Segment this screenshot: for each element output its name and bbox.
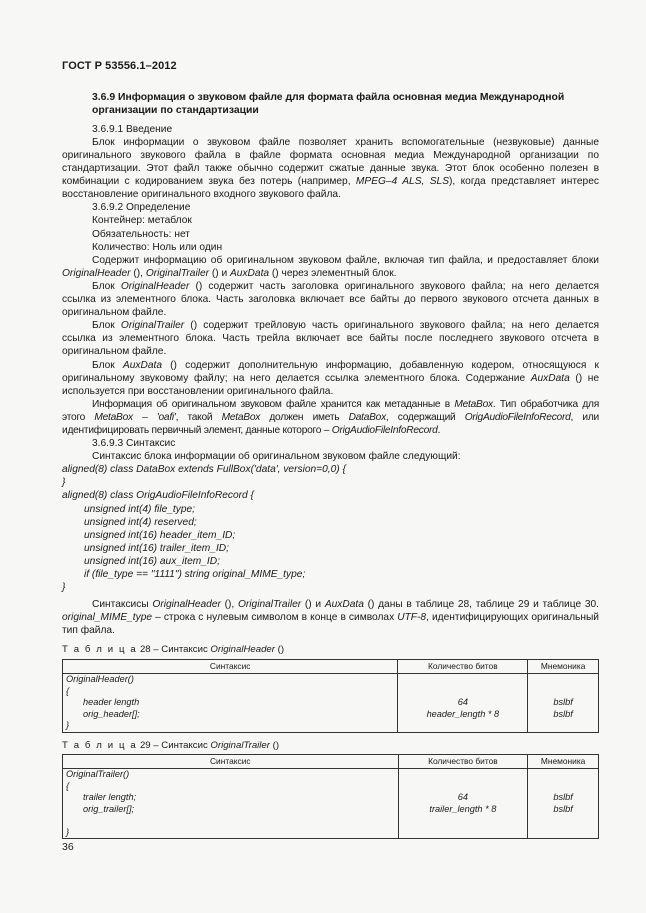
- table-row: {: [63, 781, 599, 793]
- table-header-row: [63, 754, 599, 769]
- code-block: [62, 463, 599, 594]
- paragraph-original-header: Блок OriginalHeader () содержит часть заголовка оригинального звукового файла; на него делается ссылка из элементного блока. Часть заголовка включает все байты до первого звукового отсчета данных в оригинальном файле.: [62, 280, 599, 319]
- code-line: unsigned int(16) aux_item_ID;: [84, 555, 220, 567]
- table-row: [63, 815, 599, 827]
- code-line: if (file_type == "1111") string original_MIME_type;: [84, 569, 306, 580]
- table-row: }: [63, 827, 599, 839]
- table-row: orig_trailer[]; trailer_length * 8 bslbf: [63, 804, 599, 816]
- paragraph-original-trailer: Блок OriginalTrailer () содержит трейловую часть оригинального звукового файла; на него делается ссылка из элементного блока. Часть трейла включает все байты после последнего звукового отсчета в оригинальном файле.: [62, 320, 599, 358]
- code-line: unsigned int(16) trailer_item_ID;: [84, 542, 229, 554]
- paragraph-contains: Содержит информацию об оригинальном звуковом файле, включая тип файла, и предоставляет блоки OriginalHeader (), OriginalTrailer () и AuxData () через элементный блок.: [62, 254, 599, 279]
- section-title-line1: 3.6.9 Информация о звуковом файле для формата файла основная медиа Международной: [92, 92, 565, 103]
- table-header-row: [63, 659, 599, 674]
- paragraph-syntax-intro: Синтаксис блока информации об оригинальном звуковом файле следующий:: [92, 451, 461, 463]
- paragraph-syntaxes: Синтаксисы OriginalHeader (), OriginalTrailer () и AuxData () даны в таблице 28, таблице 29 и таблице 30. original_MIME_type – строка с нулевым символом в конце в символах UTF-8, идентифицирующих оригинальный тип файла.: [62, 599, 599, 637]
- section-title: [62, 91, 599, 118]
- section-title-line2: организации по стандартизации: [92, 105, 259, 117]
- code-line: }: [62, 582, 66, 594]
- table-row: OriginalHeader(): [63, 674, 599, 686]
- col-syntax: Синтаксис: [63, 659, 398, 674]
- subsection-intro: 3.6.9.1 Введение: [92, 123, 173, 135]
- table29: [62, 754, 599, 840]
- table-row: {: [63, 686, 599, 698]
- page-number: 36: [62, 841, 74, 853]
- code-line: unsigned int(4) reserved;: [84, 516, 197, 528]
- definition-mandatory: Обязательность: нет: [92, 228, 190, 240]
- table28: [62, 659, 599, 733]
- code-line: aligned(8) class DataBox extends FullBox('data', version=0,0) {: [62, 464, 346, 476]
- subsection-syntax: 3.6.9.3 Синтаксис: [92, 438, 176, 450]
- code-line: unsigned int(16) header_item_ID;: [84, 529, 236, 541]
- col-syntax: Синтаксис: [63, 754, 399, 769]
- code-line: }: [62, 477, 66, 489]
- table29-caption: Т а б л и ц а 29 – Синтаксис OriginalTrailer (): [62, 739, 280, 751]
- table-row: header length 64 bslbf: [63, 697, 599, 709]
- definition-container: Контейнер: метаблок: [92, 215, 192, 227]
- document-header: ГОСТ Р 53556.1–2012: [62, 60, 177, 72]
- table-row: orig_header[]; header_length * 8 bslbf: [63, 709, 599, 721]
- col-bits: Количество битов: [398, 754, 528, 769]
- table-row: trailer length; 64 bslbf: [63, 792, 599, 804]
- paragraph-intro: Блок информации о звуковом файле позволяет хранить вспомогательные (незвуковые) данные оригинального звукового файла в файле формата основная медиа Международной организации по стандартизации. Этот файл также обычно содержит сжатые данные звука. Этот блок особенно полезен в комбинации с кодированием звука без потерь (например, MPEG–4 ALS, SLS), когда представляет интерес восстановление оригинального входного звукового файла.: [62, 136, 599, 201]
- paragraph-auxdata: Блок AuxData () содержит дополнительную информацию, добавленную кодером, относящуюся к оригинальному звуковому файлу; на него делается ссылка элементного блока. Содержание AuxData () не используется при восстановлении оригинального файла.: [62, 359, 599, 397]
- code-line: aligned(8) class OrigAudioFileInfoRecord {: [62, 490, 254, 502]
- page-content: [62, 91, 599, 839]
- table-row: OriginalTrailer(): [63, 769, 599, 781]
- table-row: }: [63, 720, 599, 732]
- table28-caption: Т а б л и ц а 28 – Синтаксис OriginalHeader (): [62, 644, 285, 656]
- subsection-definition: 3.6.9.2 Определение: [92, 202, 191, 214]
- definition-quantity: Количество: Ноль или один: [92, 241, 223, 253]
- code-line: unsigned int(4) file_type;: [84, 503, 195, 515]
- col-bits: Количество битов: [398, 659, 528, 674]
- paragraph-metabox: Информация об оригинальном звуковом файле хранится как метаданные в MetaBox. Тип обработчика для этого MetaBox – 'oafi', такой MetaBox должен иметь DataBox, содержащий OrigAudioFileInfoRecord, или идентифицировать первичный элемент, данные которого – OrigAudioFileInfoRecord.: [62, 398, 599, 436]
- col-mnemonic: Мнемоника: [528, 754, 599, 769]
- col-mnemonic: Мнемоника: [528, 659, 599, 674]
